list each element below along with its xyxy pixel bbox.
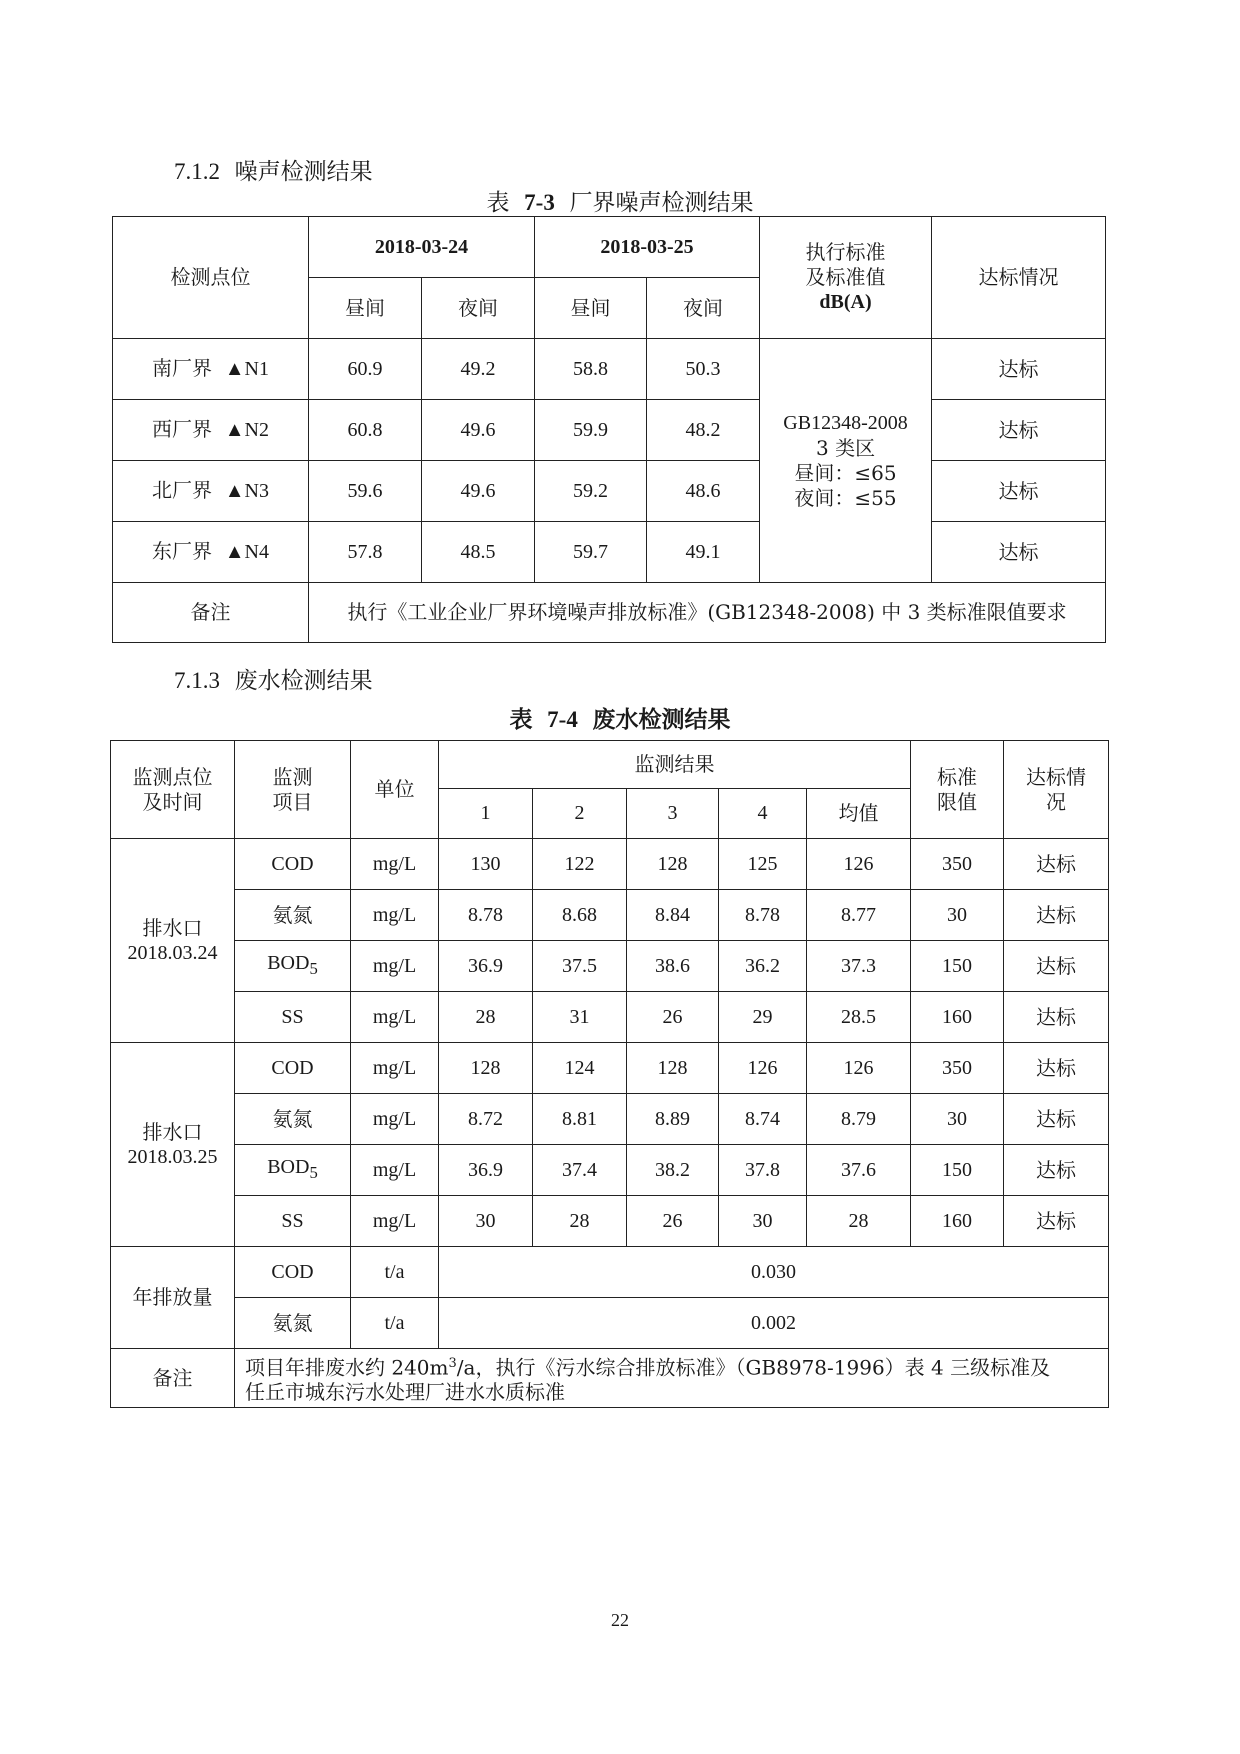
cell-value: 36.9 <box>439 1145 533 1196</box>
limit-cell: 150 <box>911 1145 1004 1196</box>
cell-value: 37.8 <box>719 1145 807 1196</box>
cell-value: 57.8 <box>309 522 422 583</box>
standard-cell <box>760 339 932 583</box>
header-compliance <box>1004 741 1109 839</box>
annual-value: 0.002 <box>439 1298 1109 1349</box>
header-n1: 1 <box>439 789 533 839</box>
limit-cell: 350 <box>911 1043 1004 1094</box>
header-night: 夜间 <box>647 278 760 339</box>
note-row <box>111 1349 1109 1408</box>
note-label: 备注 <box>113 583 309 643</box>
cell-value: 38.6 <box>627 941 719 992</box>
item-cell <box>235 1145 351 1196</box>
limit-cell: 350 <box>911 839 1004 890</box>
limit-cell: 160 <box>911 992 1004 1043</box>
header-site-line2: 及时间 <box>142 789 203 814</box>
unit-cell: mg/L <box>351 890 439 941</box>
cell-value: 50.3 <box>647 339 760 400</box>
section-number: 7.1.3 <box>174 668 220 693</box>
item-cell: COD <box>235 1247 351 1298</box>
mean-cell: 8.77 <box>807 890 911 941</box>
cell-value: 48.2 <box>647 400 760 461</box>
status-cell: 达标 <box>1004 1196 1109 1247</box>
table-row <box>111 1145 1109 1196</box>
status-cell: 达标 <box>1004 941 1109 992</box>
cell-value: 49.1 <box>647 522 760 583</box>
header-unit: 单位 <box>351 741 439 839</box>
item-name: BOD <box>267 1156 310 1178</box>
unit-cell: t/a <box>351 1247 439 1298</box>
header-n4: 4 <box>719 789 807 839</box>
unit-cell: t/a <box>351 1298 439 1349</box>
section-title: 噪声检测结果 <box>234 159 373 185</box>
cell-value: 36.9 <box>439 941 533 992</box>
row-point <box>113 400 309 461</box>
status-cell: 达标 <box>932 522 1106 583</box>
item-cell: SS <box>235 1196 351 1247</box>
caption-number: 7-3 <box>524 190 555 215</box>
status-cell: 达标 <box>1004 1094 1109 1145</box>
table-row <box>113 400 1106 461</box>
table-row <box>111 992 1109 1043</box>
cell-value: 8.78 <box>439 890 533 941</box>
unit-cell: mg/L <box>351 992 439 1043</box>
caption-number: 7-4 <box>547 707 578 732</box>
table-row <box>113 522 1106 583</box>
point-name: 北厂界 <box>152 478 213 502</box>
cell-value: 128 <box>439 1043 533 1094</box>
header-standard-line2: 及标准值 <box>805 265 886 289</box>
note-row <box>113 583 1106 643</box>
note-line1 <box>245 1351 1104 1381</box>
cell-value: 37.5 <box>533 941 627 992</box>
unit-cell: mg/L <box>351 1043 439 1094</box>
cell-value: 122 <box>533 839 627 890</box>
item-subscript: 5 <box>309 1163 318 1182</box>
header-compliance: 达标情况 <box>932 217 1106 339</box>
note-label: 备注 <box>111 1349 235 1408</box>
status-cell: 达标 <box>1004 1043 1109 1094</box>
cell-value: 36.2 <box>719 941 807 992</box>
cell-value: 29 <box>719 992 807 1043</box>
cell-value: 31 <box>533 992 627 1043</box>
note-text: 执行《工业企业厂界环境噪声排放标准》(GB12348-2008) 中 3 类标准限值要求 <box>309 583 1106 643</box>
cell-value: 128 <box>627 839 719 890</box>
mean-cell: 126 <box>807 1043 911 1094</box>
cell-value: 8.89 <box>627 1094 719 1145</box>
row-point <box>113 522 309 583</box>
header-limit-line1: 标准 <box>937 764 978 789</box>
note-line1-post: /a，执行《污水综合排放标准》（GB8978-1996）表 4 三级标准及 <box>456 1355 1051 1380</box>
header-results: 监测结果 <box>439 741 911 789</box>
point-code: ▲N3 <box>224 480 269 502</box>
cell-value: 8.81 <box>533 1094 627 1145</box>
mean-cell: 28.5 <box>807 992 911 1043</box>
cell-value: 124 <box>533 1043 627 1094</box>
standard-line1: GB12348-2008 <box>783 411 908 434</box>
caption-prefix: 表 <box>486 190 510 216</box>
item-cell: 氨氮 <box>235 1094 351 1145</box>
cell-value: 48.6 <box>647 461 760 522</box>
table-row <box>111 1094 1109 1145</box>
section-heading-noise <box>174 153 373 186</box>
status-cell: 达标 <box>1004 992 1109 1043</box>
status-cell: 达标 <box>932 461 1106 522</box>
table-row <box>111 890 1109 941</box>
site-name: 排水口 <box>142 915 203 940</box>
header-mean: 均值 <box>807 789 911 839</box>
table-row <box>111 839 1109 890</box>
cell-value: 49.2 <box>422 339 535 400</box>
point-code: ▲N4 <box>224 541 269 563</box>
cell-value: 26 <box>627 1196 719 1247</box>
mean-cell: 37.6 <box>807 1145 911 1196</box>
caption-prefix: 表 <box>509 707 533 732</box>
caption-title: 废水检测结果 <box>592 707 731 732</box>
header-limit <box>911 741 1004 839</box>
noise-table <box>112 216 1106 643</box>
cell-value: 59.9 <box>535 400 647 461</box>
limit-cell: 30 <box>911 1094 1004 1145</box>
table-row <box>113 461 1106 522</box>
standard-line2: 3 类区 <box>815 435 876 460</box>
standard-line4: 夜间：≤55 <box>794 485 897 510</box>
table-row <box>113 339 1106 400</box>
annual-value: 0.030 <box>439 1247 1109 1298</box>
unit-cell: mg/L <box>351 839 439 890</box>
cell-value: 28 <box>439 992 533 1043</box>
cell-value: 26 <box>627 992 719 1043</box>
mean-cell: 8.79 <box>807 1094 911 1145</box>
table-caption-wastewater <box>0 701 1240 734</box>
header-date1: 2018-03-24 <box>309 217 535 278</box>
cell-value: 30 <box>719 1196 807 1247</box>
header-compliance-line2: 况 <box>1046 789 1067 814</box>
item-cell: 氨氮 <box>235 890 351 941</box>
point-name: 南厂界 <box>152 356 213 380</box>
status-cell: 达标 <box>932 339 1106 400</box>
cell-value: 8.68 <box>533 890 627 941</box>
header-standard-line1: 执行标准 <box>805 240 886 264</box>
cell-value: 49.6 <box>422 400 535 461</box>
unit-cell: mg/L <box>351 941 439 992</box>
site-cell <box>111 1043 235 1247</box>
header-standard-line3: dB(A) <box>819 291 872 313</box>
limit-cell: 30 <box>911 890 1004 941</box>
site-date: 2018.03.24 <box>127 941 218 964</box>
cell-value: 8.74 <box>719 1094 807 1145</box>
header-site <box>111 741 235 839</box>
annual-row <box>111 1247 1109 1298</box>
header-compliance-line1: 达标情 <box>1026 764 1087 789</box>
mean-cell: 37.3 <box>807 941 911 992</box>
header-day: 昼间 <box>535 278 647 339</box>
cell-value: 130 <box>439 839 533 890</box>
cell-value: 8.84 <box>627 890 719 941</box>
status-cell: 达标 <box>1004 839 1109 890</box>
item-cell: SS <box>235 992 351 1043</box>
row-point <box>113 339 309 400</box>
standard-line3: 昼间：≤65 <box>794 460 897 485</box>
item-cell: 氨氮 <box>235 1298 351 1349</box>
cell-value: 126 <box>719 1043 807 1094</box>
note-line2: 任丘市城东污水处理厂进水水质标准 <box>245 1380 565 1405</box>
point-code: ▲N1 <box>224 358 269 380</box>
table-caption-noise <box>0 184 1240 217</box>
cell-value: 60.8 <box>309 400 422 461</box>
table-row <box>111 1196 1109 1247</box>
point-name: 东厂界 <box>152 539 213 563</box>
cell-value: 37.4 <box>533 1145 627 1196</box>
annual-label: 年排放量 <box>111 1247 235 1349</box>
unit-cell: mg/L <box>351 1094 439 1145</box>
status-cell: 达标 <box>1004 890 1109 941</box>
cell-value: 30 <box>439 1196 533 1247</box>
annual-row <box>111 1298 1109 1349</box>
unit-cell: mg/L <box>351 1196 439 1247</box>
wastewater-table <box>110 740 1109 1408</box>
cell-value: 38.2 <box>627 1145 719 1196</box>
mean-cell: 28 <box>807 1196 911 1247</box>
site-name: 排水口 <box>142 1119 203 1144</box>
note-text <box>235 1349 1109 1408</box>
cell-value: 59.6 <box>309 461 422 522</box>
cell-value: 59.7 <box>535 522 647 583</box>
cell-value: 8.78 <box>719 890 807 941</box>
header-point: 检测点位 <box>113 217 309 339</box>
item-name: BOD <box>267 952 310 974</box>
point-name: 西厂界 <box>152 417 213 441</box>
section-title: 废水检测结果 <box>234 668 373 694</box>
header-item-line2: 项目 <box>272 789 313 814</box>
note-line1-sup: 3 <box>448 1355 457 1371</box>
site-date: 2018.03.25 <box>127 1145 218 1168</box>
item-subscript: 5 <box>309 959 318 978</box>
header-limit-line2: 限值 <box>937 789 978 814</box>
table-row <box>111 1043 1109 1094</box>
mean-cell: 126 <box>807 839 911 890</box>
status-cell: 达标 <box>932 400 1106 461</box>
section-number: 7.1.2 <box>174 159 220 184</box>
header-standard <box>760 217 932 339</box>
header-item <box>235 741 351 839</box>
cell-value: 59.2 <box>535 461 647 522</box>
limit-cell: 150 <box>911 941 1004 992</box>
status-cell: 达标 <box>1004 1145 1109 1196</box>
caption-title: 厂界噪声检测结果 <box>569 190 754 216</box>
cell-value: 48.5 <box>422 522 535 583</box>
header-item-line1: 监测 <box>272 764 313 789</box>
point-code: ▲N2 <box>224 419 269 441</box>
cell-value: 58.8 <box>535 339 647 400</box>
limit-cell: 160 <box>911 1196 1004 1247</box>
cell-value: 128 <box>627 1043 719 1094</box>
header-night: 夜间 <box>422 278 535 339</box>
cell-value: 60.9 <box>309 339 422 400</box>
row-point <box>113 461 309 522</box>
header-n3: 3 <box>627 789 719 839</box>
header-date2: 2018-03-25 <box>535 217 760 278</box>
site-cell <box>111 839 235 1043</box>
item-cell <box>235 941 351 992</box>
cell-value: 49.6 <box>422 461 535 522</box>
unit-cell: mg/L <box>351 1145 439 1196</box>
item-cell: COD <box>235 1043 351 1094</box>
header-day: 昼间 <box>309 278 422 339</box>
cell-value: 125 <box>719 839 807 890</box>
page-number: 22 <box>611 1610 629 1630</box>
note-line1-pre: 项目年排废水约 240m <box>245 1355 449 1380</box>
cell-value: 28 <box>533 1196 627 1247</box>
section-heading-wastewater <box>174 662 373 695</box>
item-cell: COD <box>235 839 351 890</box>
table-row <box>111 941 1109 992</box>
cell-value: 8.72 <box>439 1094 533 1145</box>
header-site-line1: 监测点位 <box>132 764 213 789</box>
header-n2: 2 <box>533 789 627 839</box>
